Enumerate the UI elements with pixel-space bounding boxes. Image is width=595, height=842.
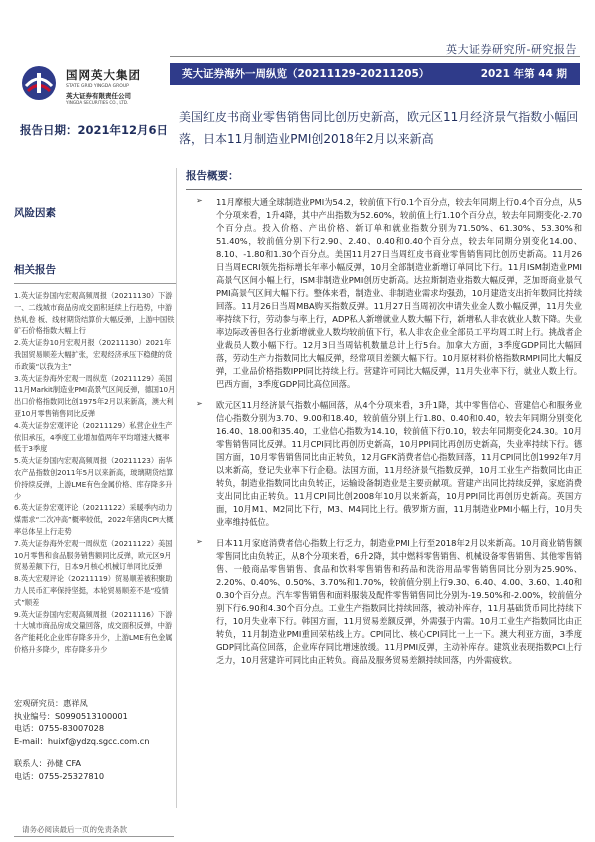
related-reports-heading: 相关报告 <box>14 264 56 276</box>
related-reports-list <box>14 290 176 656</box>
related-report-item[interactable]: 1.英大证券国内宏观高频周报（20211130）下游一、二线城市商品房成交面积延续上行趋势，中游热轧卷 板、线材期货结算价大幅反弹，上游中国铁矿石价格指数大幅上行 <box>14 291 175 336</box>
logo-cn-text: 国网英大集团 <box>66 68 141 82</box>
summary-paragraph-eurozone: 欧元区11月经济景气指数小幅回落，从4个分项来看，3升1降，其中零售信心、营建信心和服务业信心指数分别为3.70、9.00和18.40，较前值分别上行1.80、0.40和0.40，较去年同期分别变化16.40、18.00和35.40，工业信心指数为14.10，较前值下行0.10，较去年同期变化24.30。10月零售销售同比反弹。11月CPI同比再创历史新高，10月PPI同比再创历史新高，失业率持续下行。德国方面，10月零售销售同比由正转负，12月GFK消费者信心指数回落，11月CPI同比创1992年7月以来新高，登记失业率下行企稳。法国方面，11月经济景气指数反弹，10月工业生产指数同比由正转负，制造业指数同比由负转正，运输设备制造业是主要贡献项。营建产出同比持续反弹，家庭消费支出同比由正转负。11月CPI同比创2008年10月以来新高，10月PPI同比再创历史新高。英国方面，10月M1、M2同比下行，M3、M4同比上行。俄罗斯方面，11月制造业PMI小幅上行，10月失业率维持低位。 <box>216 400 582 527</box>
license-number: 执业编号：S0990513100001 <box>14 710 128 721</box>
logo-sub-text: 英大证券有限责任公司 <box>66 92 131 100</box>
summary-bullet <box>186 537 582 667</box>
arrow-bullet-icon: ➢ <box>196 399 203 408</box>
risk-factors-heading: 风险因素 <box>14 207 56 219</box>
report-series-title: 英大证券海外一周纵览（20211129-20211205） <box>182 68 430 80</box>
footer-rule <box>14 836 174 837</box>
related-report-item[interactable]: 7.英大证券海外宏观一周纵览（20211122）美国10月零售和食品服务销售额同比反弹，欧元区9月贸易差额下行，日本9月核心机械订单同比反弹 <box>14 538 173 572</box>
summary-rule <box>186 189 582 190</box>
related-report-item[interactable]: 5.英大证券国内宏观高频周报（20211123）南华农产品指数创2011年5月以来新高，玻璃期货结算价持续反弹，上游LME有色金属价格、库存降多升少 <box>14 456 174 501</box>
summary-section <box>186 168 582 675</box>
logo-en-text: STATE GRID YINGDA GROUP <box>66 84 129 89</box>
contact-phone: 电话：0755-25327810 <box>14 770 105 781</box>
logo-emblem-icon <box>20 64 58 102</box>
analyst-name: 宏观研究员：惠祥凤 <box>14 698 88 708</box>
arrow-bullet-icon: ➢ <box>196 537 203 546</box>
issue-number: 2021 年第 44 期 <box>480 68 567 80</box>
related-rule <box>14 283 176 284</box>
summary-bullet <box>186 399 582 529</box>
summary-bullet <box>186 196 582 391</box>
institution-label: 英大证券研究所-研究报告 <box>446 43 577 56</box>
left-sidebar <box>14 205 176 656</box>
summary-paragraph-global: 11月摩根大通全球制造业PMI为54.2，较前值下行0.1个百分点，较去年同期上行0.4个百分点，从5个分项来看，1升4降，其中产出指数为52.60%，较前值上行1.10个百分点，较去年同期变化-2.70个百分点。投入价格、产出价格、新订单和就业指数分别为71.50%、61.30%、53.30%和51.40%，较前值分别下行2.90、2.40、0.40和0.40个百分点，较去年同期分别变化14.00、8.10、-1.80和1.30个百分点。美国11月27日当周红皮书商业零售销售同比创历史新高。11月26日当周ECRI领先指标增长年率小幅反弹，10月全部制造业新增订单同比下行。11月ISM制造业PMI高景气区间小幅上行，ISM非制造业PMI创历史新高。达拉斯制造业指数大幅反弹，芝加哥商业景气PMI高景气区间大幅下行。整体来看，制造业、非制造业需求均强劲，10月建造支出折年数同比持续回落。11月26日当周MBA购买指数反弹。11月27日当周初次申请失业金人数小幅反弹，11月失业率持续下行，劳动参与率上行，ADP私人新增就业人数大幅下行，新增私人非农就业人数下降。失业率边际改善但各行业新增就业人数均较前值下行，私人非农企业全部员工平均周工时上行。挑战者企业裁员人数小幅下行。12月3日当周钻机数量总计上行5台。加拿大方面，3季度GDP同比大幅回落，劳动生产力指数同比大幅反弹，经常项目差额大幅下行。10月原材料价格指数RMPI同比大幅反弹，工业品价格指数IPPI同比持续上行。营建许可同比大幅反弹，11月失业率下行，就业人数上行。巴西方面，3季度GDP同比高位回落。 <box>216 197 582 389</box>
summary-heading: 报告概要： <box>186 170 239 182</box>
related-report-item[interactable]: 8.英大宏观评论（20211119）贸易顺差被积聚助力人民币汇率保持坚挺，本轮贸易顺差不是“疫情式”顺差 <box>14 574 173 607</box>
analyst-phone: 电话：0755-83007028 <box>14 723 105 733</box>
analyst-email[interactable]: E-mail：huixf@ydzq.sgcc.com.cn <box>14 735 150 746</box>
report-date: 报告日期：2021年12月6日 <box>20 123 169 137</box>
related-report-item[interactable]: 2.英大证券10月宏观月报（20211130）2021年我国贸易顺差大幅扩张，宏观经济承压下稳健的货币政策“以我为主” <box>14 338 173 371</box>
contact-person: 联系人：孙健 CFA <box>14 758 82 768</box>
header-rule <box>170 56 580 57</box>
arrow-bullet-icon: ➢ <box>196 196 203 205</box>
report-headline: 美国红皮书商业零售销售同比创历史新高，欧元区11月经济景气指数小幅回落，日本11月制造业PMI创2018年2月以来新高 <box>179 110 579 146</box>
summary-paragraph-japan: 日本11月家庭消费者信心指数上行乏力，制造业PMI上行至2018年2月以来新高。10月商业销售额零售同比由负转正，从8个分项来看，6升2降，其中燃料零售销售、机械设备零售销售、其他零售销售、一般商品零售销售、食品和饮料零售销售和药品和洗浴用品零售销售同比分别为25.90%、2.20%、0.40%、0.50%、3.70%和1.70%，较前值分别上行9.30、6.40、4.00、3.60、1.40和0.30个百分点。汽车零售销售和面料服装及配件零售销售同比分别为-19.50%和-2.00%，较前值分别下行6.90和4.30个百分点。工业生产指数同比持续回落，被动补库存，11月基础货币同比持续下行，10月失业率下行。韩国方面，11月贸易差额反弹，外需强于内需。10月工业生产指数同比由正转负，11月制造业PMI重回荣枯线上方。CPI同比、核心CPI同比一上一下。澳大利亚方面，3季度GDP同比高位回落，企业库存同比增速放缓。11月PMI反弹，主动补库存。建筑业表现指数PCI上行乏力，10月营建许可同比由正转负。商品及服务贸易差额持续回落，内外需疲软。 <box>216 538 582 665</box>
company-logo <box>20 62 170 106</box>
related-report-item[interactable]: 3.英大证券海外宏观一周纵览（20211129）美国11月Markit制造业PMI高景气区间反弹，德国10月出口价格指数同比创1975年2月以来新高，澳大利亚10月零售销售同比反弹 <box>14 373 176 418</box>
disclaimer-notice: 请务必阅读最后一页的免责条款 <box>22 825 127 834</box>
column-divider <box>176 168 177 808</box>
related-report-item[interactable]: 6.英大证券宏观评论（20211122）采暖季内动力煤需求“二次冲高”概率较低，2022年猪肉CPI大概率总体呈上行走势 <box>14 503 174 536</box>
analyst-contacts <box>14 697 176 782</box>
related-report-item[interactable]: 4.英大证券宏观评论（20211129）私营企业生产依旧承压，4季度工业增加值两年平均增速大概率低于3季度 <box>14 420 173 454</box>
related-report-item[interactable]: 9.英大证券国内宏观高频周报（20211116）下游十大城市商品房成交量回落，成交面积反弹，中游各产能耗化企业库存降多升少，上游LME有色金属价格升多降少，库存降多升少 <box>14 609 173 654</box>
logo-sub-en-text: YINGDA SECURITIES CO., LTD. <box>66 100 129 105</box>
